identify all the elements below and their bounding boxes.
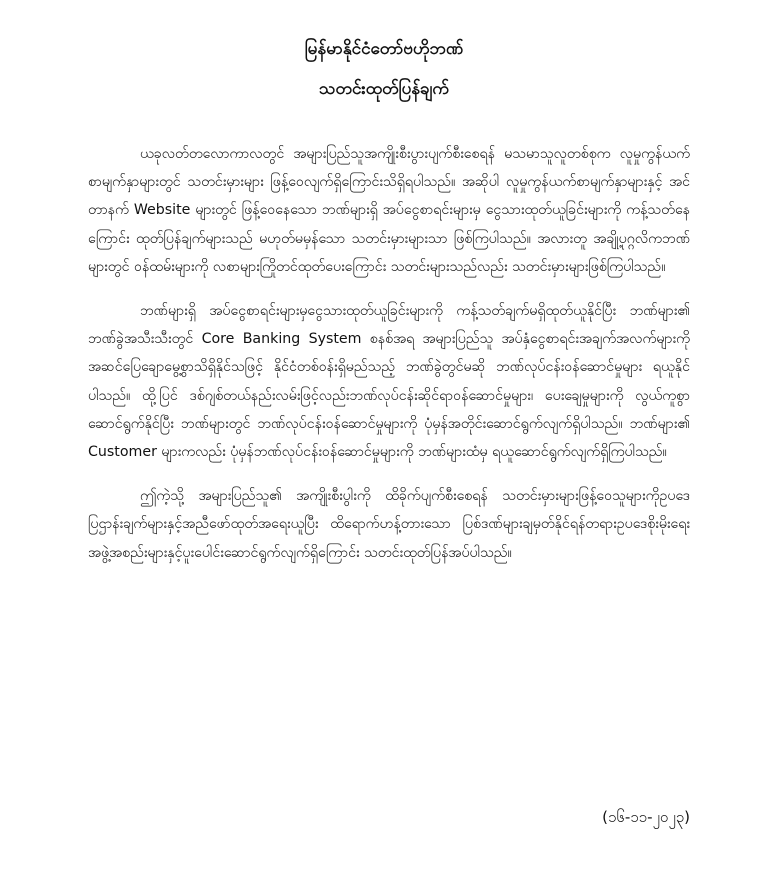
document-title: မြန်မာနိုင်ငံတော်ဗဟိုဘဏ် <box>304 39 464 59</box>
document-subtitle: သတင်းထုတ်ပြန်ချက် <box>319 79 449 99</box>
issue-date: (၁၆-၁၁-၂၀၂၃) <box>602 808 690 826</box>
paragraph-3: ဤကဲ့သို့ အများပြည်သူ၏ အကျိုးစီးပွါးကို ထိခိုက်ပျက်စီးစေရန် သတင်းမှားများဖြန့်ဝေသူများကိုဥပဒေပြဌာန်းချက်များနှင့်အညီဖော်ထုတ်အရေးယူပြီး ထိရောက်ဟန့်တားသော ပြစ်ဒဏ်များချမှတ်နိုင်ရန်တရားဥပဒေစိုးမိုးရေးအဖွဲ့အစည်းများနှင့်ပူးပေါင်းဆောင်ရွက်လျက်ရှိကြောင်း သတင်းထုတ်ပြန်အပ်ပါသည်။ <box>88 488 690 561</box>
document-body <box>88 140 690 583</box>
paragraph-1: ယခုလတ်တလောကာလတွင် အများပြည်သူအကျိုးစီးပွားပျက်စီးစေရန် မသမာသူလူတစ်စုက လူမှုကွန်ယက်စာမျက်နှာများတွင် သတင်းမှားများ ဖြန့်ဝေလျက်ရှိကြောင်းသိရှိရပါသည်။ အဆိုပါ လူမှုကွန်ယက်စာမျက်နှာများနှင့် အင်တာနက် Website များတွင် ဖြန့်ဝေနေသော ဘဏ်များရှိ အပ်ငွေစာရင်းများမှ ငွေသားထုတ်ယူခြင်းများကို ကန့်သတ်နေကြောင်း ထုတ်ပြန်ချက်များသည် မဟုတ်မမှန်သော သတင်းမှားများသာ ဖြစ်ကြပါသည်။ အလားတူ အချို့ပုဂ္ဂလိကဘဏ်များတွင် ဝန်ထမ်းများကို လစာများကြိုတင်ထုတ်ပေးကြောင်း သတင်းများသည်လည်း သတင်းမှားများဖြစ်ကြပါသည်။ <box>88 146 690 275</box>
paragraph-2: ဘဏ်များရှိ အပ်ငွေစာရင်းများမှငွေသားထုတ်ယူခြင်းများကို ကန့်သတ်ချက်မရှိထုတ်ယူနိုင်ပြီး ဘဏ်များ၏ ဘဏ်ခွဲအသီးသီးတွင် Core Banking System စနစ်အရ အများပြည်သူ အပ်နှံငွေစာရင်းအချက်အလက်များကို အဆင်ပြေချောမွေ့စွာသိရှိနိုင်သဖြင့် နိုင်ငံတစ်ဝန်းရှိမည်သည့် ဘဏ်ခွဲတွင်မဆို ဘဏ်လုပ်ငန်းဝန်ဆောင်မှုများ ရယူနိုင်ပါသည်။ ထို့ပြင် ဒစ်ဂျစ်တယ်နည်းလမ်းဖြင့်လည်းဘဏ်လုပ်ငန်းဆိုင်ရာဝန်ဆောင်မှုများ၊ ပေးချေမှုများကို လွယ်ကူစွာဆောင်ရွက်နိုင်ပြီး ဘဏ်များတွင် ဘဏ်လုပ်ငန်းဝန်ဆောင်မှုများကို ပုံမှန်အတိုင်းဆောင်ရွက်လျက်ရှိပါသည်။ ဘဏ်များ၏ Customer များကလည်း ပုံမှန်ဘဏ်လုပ်ငန်းဝန်ဆောင်မှုများကို ဘဏ်များထံမှ ရယူဆောင်ရွက်လျက်ရှိကြပါသည်။ <box>88 303 690 461</box>
